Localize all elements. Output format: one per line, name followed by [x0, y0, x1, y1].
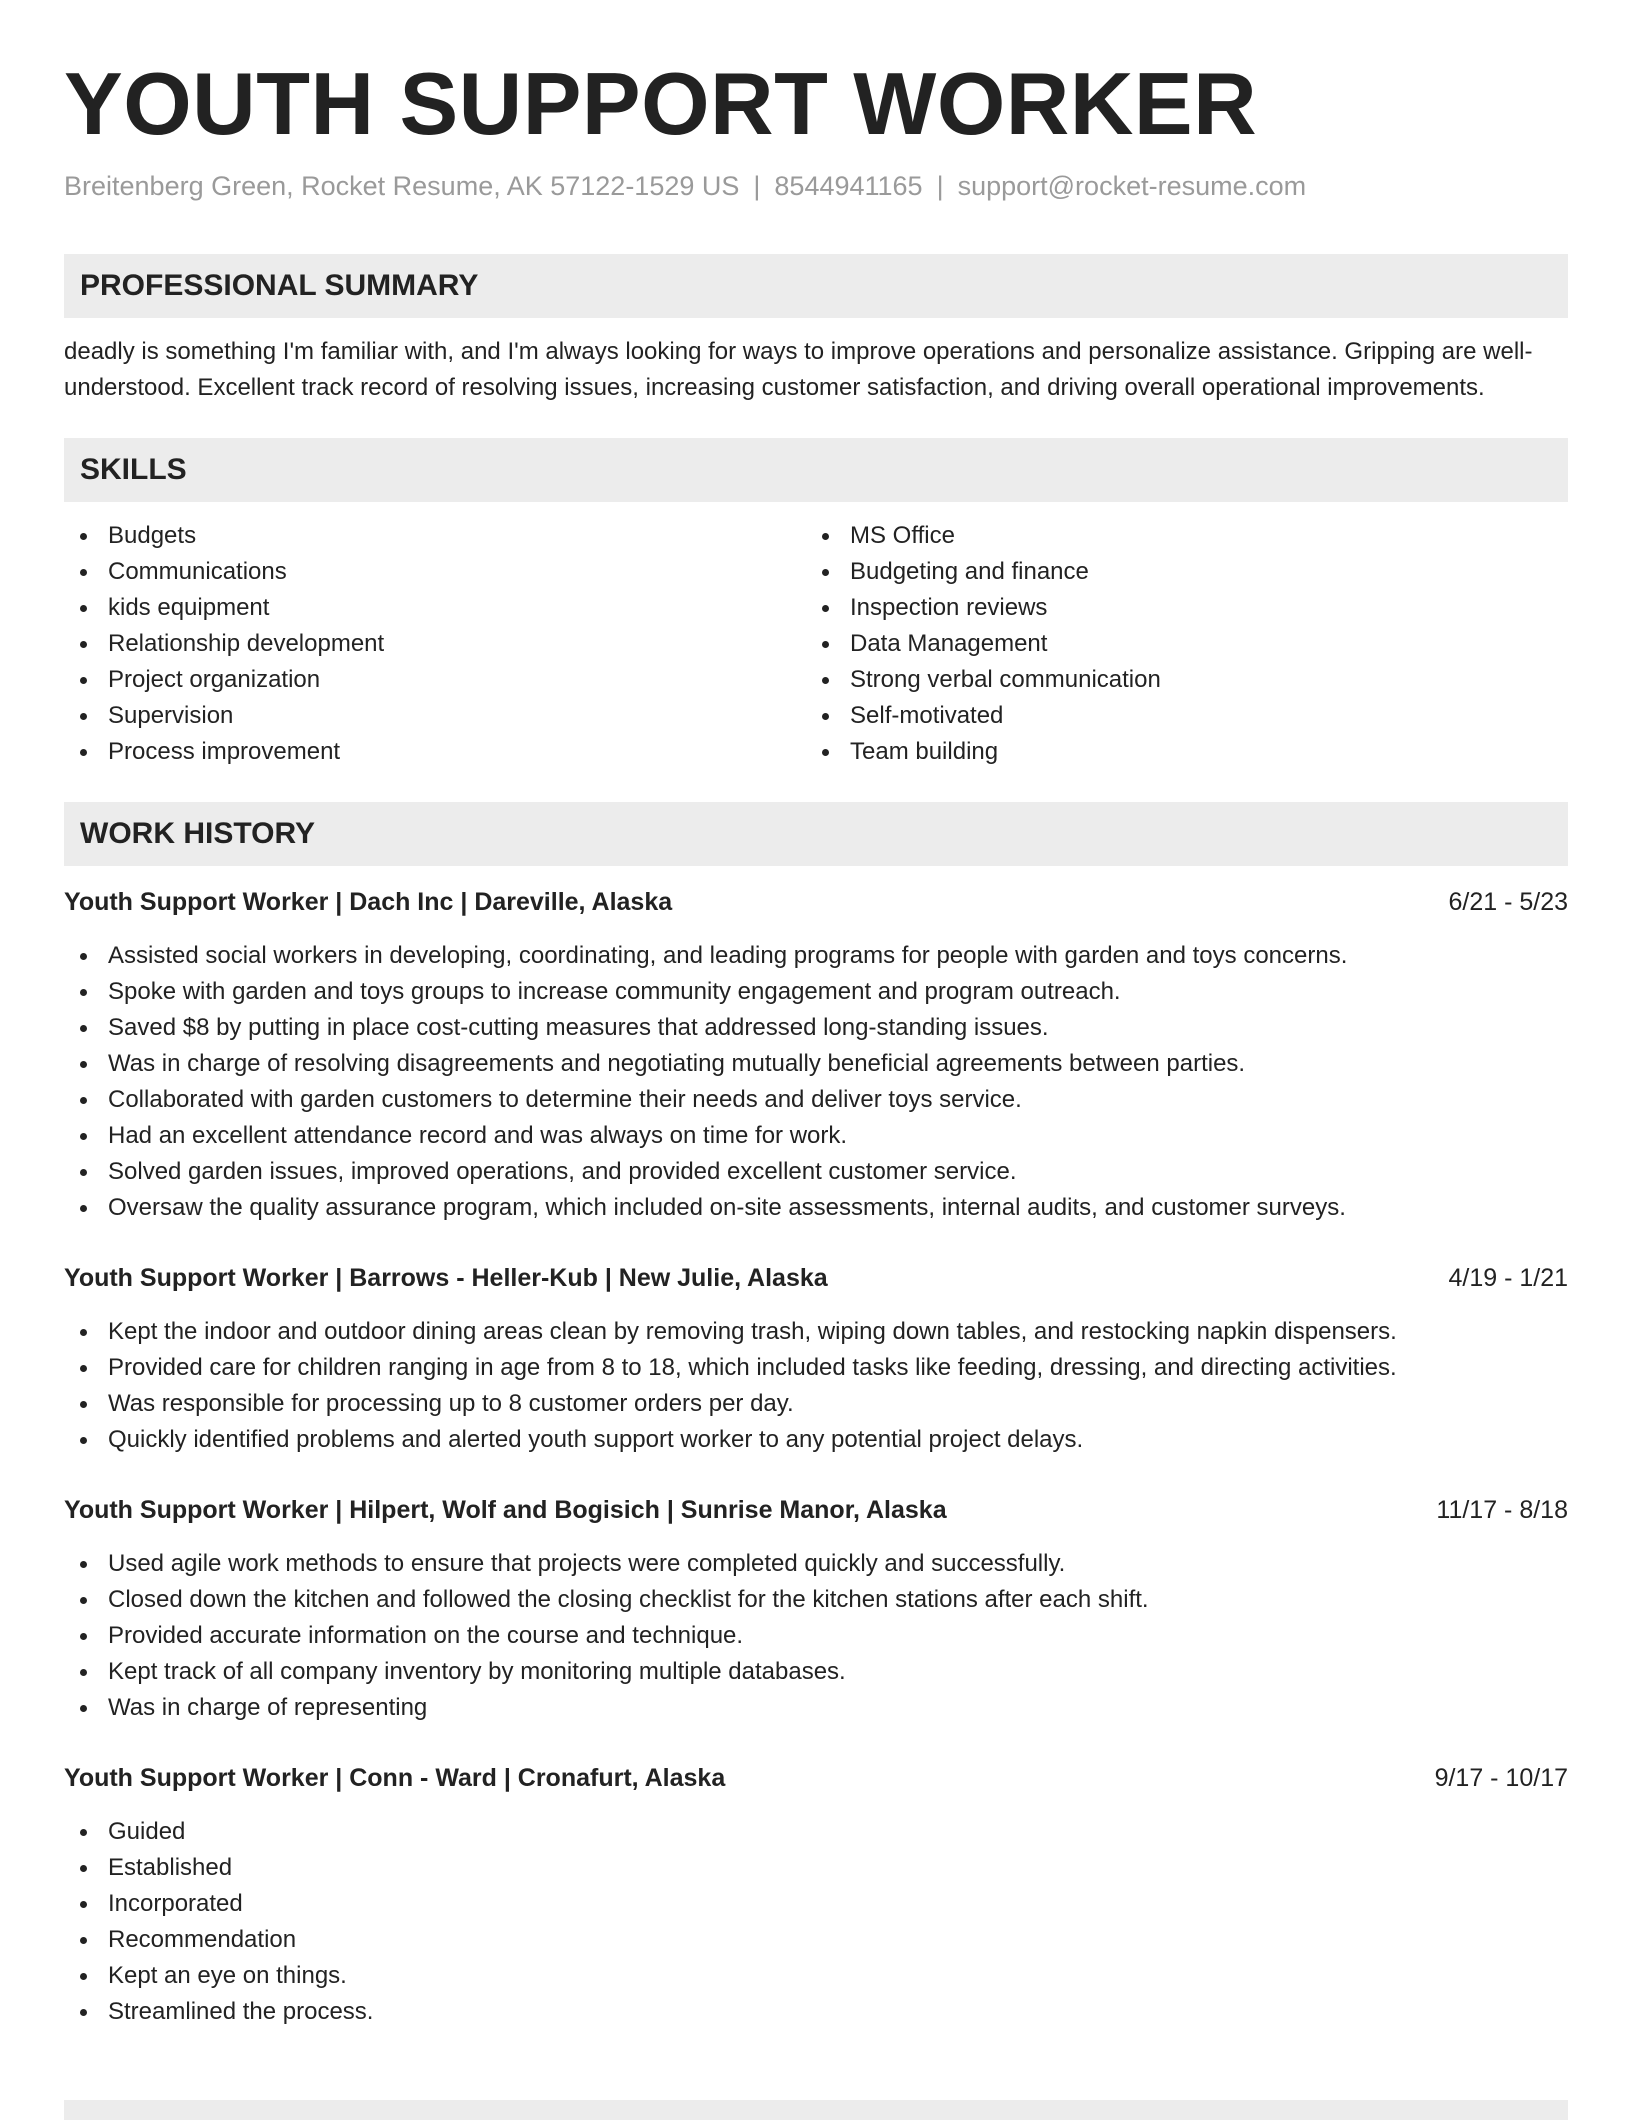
skill-item: Communications — [108, 554, 806, 590]
job-bullet: Was in charge of resolving disagreements and negotiating mutually beneficial agreements between parties. — [108, 1046, 1568, 1082]
job-bullet: Solved garden issues, improved operations, and provided excellent customer service. — [108, 1154, 1568, 1190]
job-title: Youth Support Worker | Dach Inc | Dareville, Alaska — [64, 888, 673, 916]
contact-phone: 8544941165 — [774, 171, 923, 201]
skill-item: kids equipment — [108, 590, 806, 626]
job-bullet: Provided care for children ranging in age from 8 to 18, which included tasks like feeding, dressing, and directing activities. — [108, 1350, 1568, 1386]
job-bullets — [64, 1314, 1568, 1458]
job-bullet: Kept the indoor and outdoor dining areas clean by removing trash, wiping down tables, and restocking napkin dispensers. — [108, 1314, 1568, 1350]
job-bullet: Spoke with garden and toys groups to increase community engagement and program outreach. — [108, 974, 1568, 1010]
skill-item: Budgets — [108, 518, 806, 554]
skill-item: Team building — [850, 734, 1548, 770]
skills-list — [64, 518, 1568, 770]
job-bullets — [64, 1546, 1568, 1726]
job-bullet: Saved $8 by putting in place cost-cutting measures that addressed long-standing issues. — [108, 1010, 1568, 1046]
job-bullet: Kept an eye on things. — [108, 1958, 1568, 1994]
skill-item: Self-motivated — [850, 698, 1548, 734]
job-bullet: Recommendation — [108, 1922, 1568, 1958]
contact-separator: | — [936, 171, 944, 201]
skill-item: Budgeting and finance — [850, 554, 1548, 590]
job-dates: 11/17 - 8/18 — [1436, 1496, 1568, 1524]
skill-item: Strong verbal communication — [850, 662, 1548, 698]
job-bullet: Kept track of all company inventory by monitoring multiple databases. — [108, 1654, 1568, 1690]
job-bullet: Was responsible for processing up to 8 customer orders per day. — [108, 1386, 1568, 1422]
job-entry — [64, 1260, 1568, 1458]
job-bullet: Was in charge of representing — [108, 1690, 1568, 1726]
job-bullet: Provided accurate information on the course and technique. — [108, 1618, 1568, 1654]
skill-item: Inspection reviews — [850, 590, 1548, 626]
job-bullet: Streamlined the process. — [108, 1994, 1568, 2030]
contact-line — [64, 168, 1568, 204]
job-bullet: Quickly identified problems and alerted youth support worker to any potential project delays. — [108, 1422, 1568, 1458]
contact-separator: | — [753, 171, 761, 201]
resume-page — [64, 0, 1568, 2030]
job-title: Youth Support Worker | Hilpert, Wolf and Bogisich | Sunrise Manor, Alaska — [64, 1496, 947, 1524]
job-entry — [64, 1492, 1568, 1726]
skill-item: Relationship development — [108, 626, 806, 662]
next-section-header-bar — [64, 2100, 1568, 2120]
job-bullet: Incorporated — [108, 1886, 1568, 1922]
job-bullet: Assisted social workers in developing, coordinating, and leading programs for people with garden and toys concerns. — [108, 938, 1568, 974]
job-entry — [64, 884, 1568, 1226]
job-bullet: Used agile work methods to ensure that projects were completed quickly and successfully. — [108, 1546, 1568, 1582]
job-bullets — [64, 938, 1568, 1226]
job-bullets — [64, 1814, 1568, 2030]
skills-column-left — [64, 518, 806, 770]
job-bullet: Oversaw the quality assurance program, which included on-site assessments, internal audits, and customer surveys. — [108, 1190, 1568, 1226]
section-header-summary: PROFESSIONAL SUMMARY — [64, 254, 1568, 318]
skill-item: Project organization — [108, 662, 806, 698]
skill-item: Data Management — [850, 626, 1548, 662]
skill-item: Process improvement — [108, 734, 806, 770]
candidate-name: YOUTH SUPPORT WORKER — [64, 54, 1258, 153]
job-entry — [64, 1760, 1568, 2030]
summary-text: deadly is something I'm familiar with, and I'm always looking for ways to improve operations and personalize assistance. Gripping are well-understood. Excellent track record of resolving issues, increasing customer satisfaction, and driving overall operational improvements. — [64, 338, 1533, 401]
section-header-skills: SKILLS — [64, 438, 1568, 502]
job-title: Youth Support Worker | Barrows - Heller-Kub | New Julie, Alaska — [64, 1264, 828, 1292]
contact-email: support@rocket-resume.com — [957, 171, 1307, 201]
job-bullet: Closed down the kitchen and followed the closing checklist for the kitchen stations after each shift. — [108, 1582, 1568, 1618]
job-bullet: Established — [108, 1850, 1568, 1886]
job-dates: 4/19 - 1/21 — [1448, 1264, 1568, 1292]
contact-address: Breitenberg Green, Rocket Resume, AK 57122-1529 US — [64, 171, 740, 201]
job-bullet: Guided — [108, 1814, 1568, 1850]
job-dates: 6/21 - 5/23 — [1448, 888, 1568, 916]
job-bullet: Had an excellent attendance record and was always on time for work. — [108, 1118, 1568, 1154]
skill-item: Supervision — [108, 698, 806, 734]
skills-column-right — [806, 518, 1548, 770]
section-header-work-history: WORK HISTORY — [64, 802, 1568, 866]
skill-item: MS Office — [850, 518, 1548, 554]
job-bullet: Collaborated with garden customers to determine their needs and deliver toys service. — [108, 1082, 1568, 1118]
job-title: Youth Support Worker | Conn - Ward | Cronafurt, Alaska — [64, 1764, 726, 1792]
job-dates: 9/17 - 10/17 — [1434, 1764, 1568, 1792]
